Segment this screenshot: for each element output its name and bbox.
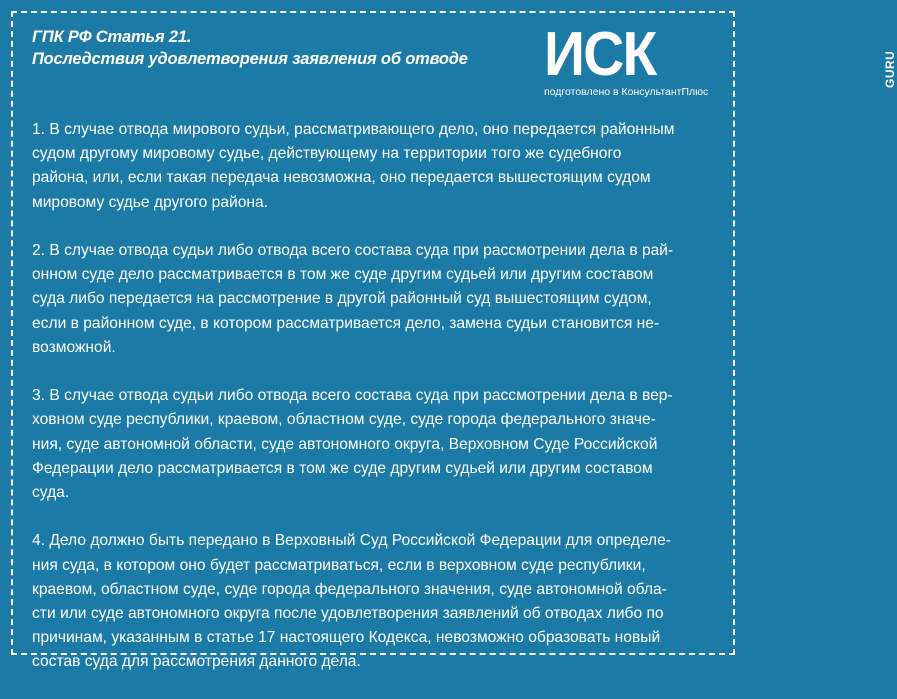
paragraph-line: 1. В случае отвода мирового судьи, рассматривающего дело, оно передается районным	[32, 121, 675, 138]
paragraph-line: краевом, областном суде, суде города федерального значения, суде автономной обла-	[32, 580, 667, 598]
paragraph-line: возможной.	[32, 338, 116, 356]
paragraph-line: если в районном суде, в котором рассматривается дело, замена судьи становится не-	[32, 314, 660, 332]
paragraph-line: 4. Дело должно быть передано в Верховный Суд Российской Федерации для определе-	[32, 532, 671, 550]
paragraph-line: причинам, указанным в статье 17 настоящего Кодекса, невозможно образовать новый	[32, 629, 661, 647]
article-heading-line-1: ГПК РФ Статья 21.	[32, 28, 192, 46]
paragraph-line: состав суда для рассмотрения данного дела.	[32, 653, 361, 671]
paragraph-line: Федерации дело рассматривается в том же суде другим судьей или другим составом	[32, 459, 653, 477]
paragraph-line: ховном суде республики, краевом, областном суде, суде города федерального значе-	[32, 411, 656, 429]
isk-guru-logo	[540, 20, 897, 104]
article-heading-line-2: Последствия удовлетворения заявления об отводе	[32, 50, 468, 68]
paragraph-line: судом другому мировому судье, действующему на территории того же судебного	[32, 145, 622, 163]
paragraph-line: онном суде дело рассматривается в том же суде другим судьей или другим составом	[32, 266, 654, 284]
paragraph-line: суда.	[32, 484, 70, 502]
paragraph-line: сти или суде автономного округа после удовлетворения заявлений об отводах либо по	[32, 605, 664, 623]
logo-guru-label: GURU	[883, 50, 897, 88]
logo-wordmark: ИСК	[544, 20, 656, 89]
paragraph-line: 3. В случае отвода судьи либо отвода всего состава суда при рассмотрении дела в вер-	[32, 387, 673, 405]
paragraph-line: ния, суде автономной области, суде автономного округа, Верховном Суде Российской	[32, 435, 658, 453]
article-body	[32, 118, 722, 699]
article-heading	[32, 26, 502, 70]
logo-subtitle: подготовлено в КонсультантПлюс	[544, 86, 709, 98]
paragraph-2	[32, 239, 722, 360]
paragraph-line: ния суда, в котором оно будет рассматриваться, если в верховном суде республики,	[32, 556, 646, 574]
paragraph-4	[32, 529, 722, 674]
paragraph-line: мировому судье другого района.	[32, 193, 268, 211]
paragraph-line: 2. В случае отвода судьи либо отвода всего состава суда при рассмотрении дела в рай-	[32, 242, 674, 259]
paragraph-line: суда либо передается на рассмотрение в другой районный суд вышестоящим судом,	[32, 290, 652, 308]
paragraph-line: района, или, если такая передача невозможна, оно передается вышестоящим судом	[32, 169, 651, 187]
paragraph-1	[32, 118, 722, 215]
paragraph-3	[32, 384, 722, 505]
